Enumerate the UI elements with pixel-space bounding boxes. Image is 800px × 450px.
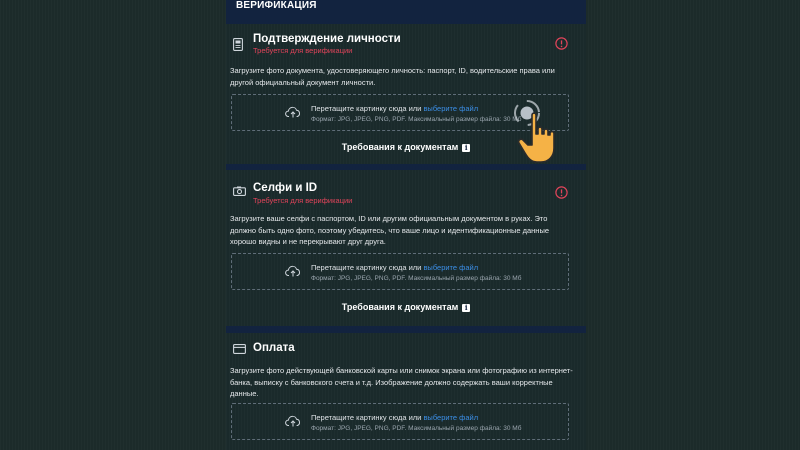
payment-title: Оплата (253, 342, 295, 354)
selfie-title: Селфи и ID (253, 182, 318, 194)
selfie-status: Требуется для верификации (253, 196, 353, 205)
choose-file-link[interactable]: выберите файл (423, 413, 479, 422)
choose-file-link[interactable]: выберите файл (423, 104, 479, 113)
dropzone-text (311, 263, 478, 272)
identity-title: Подтверждение личности (253, 33, 401, 45)
payment-description: Загрузите фото действующей банковской карты или снимок экрана или фотографию из интернет-банка, выписку с банковского счета и т.д. Изображение должно содержать ваши корректные данные. (230, 366, 573, 398)
exclamation-circle-icon (555, 37, 568, 50)
dropzone-text (311, 104, 478, 113)
identity-description: Загрузите фото документа, удостоверяющего личность: паспорт, ID, водительские права или другой официальный документ личности. (230, 66, 555, 87)
payment-dropzone[interactable] (231, 403, 569, 440)
requirements-link[interactable]: Требования к документам (341, 302, 459, 312)
payment-card (226, 333, 586, 450)
verification-header (226, 0, 586, 17)
requirements-link[interactable]: Требования к документам (341, 142, 459, 152)
dropzone-text (311, 413, 478, 422)
dropzone-hint: Формат: JPG, JPEG, PNG, PDF. Максимальный размер файла: 30 Мб (311, 425, 522, 432)
hand-pointer-icon (510, 96, 566, 166)
dropzone-label: Перетащите картинку сюда или (311, 413, 422, 422)
exclamation-circle-icon (555, 186, 568, 199)
cloud-upload-icon (285, 265, 301, 277)
selfie-card (226, 170, 586, 326)
info-icon[interactable]: i (462, 144, 470, 152)
dropzone-hint: Формат: JPG, JPEG, PNG, PDF. Максимальный размер файла: 30 Мб (311, 116, 522, 123)
identity-status: Требуется для верификации (253, 46, 353, 55)
cloud-upload-icon (285, 106, 301, 118)
selfie-description: Загрузите ваше селфи с паспортом, ID или другим официальным документом в руках. Это должно быть одно фото, поэтому убедитесь, что ваше лицо и идентификационные данные хорошо видны и не перекрывают друг друга. (230, 214, 550, 246)
credit-card-icon (233, 344, 246, 354)
page-title: ВЕРИФИКАЦИЯ (236, 0, 317, 11)
info-icon[interactable]: i (462, 304, 470, 312)
dropzone-label: Перетащите картинку сюда или (311, 263, 422, 272)
cloud-upload-icon (285, 415, 301, 427)
dropzone-label: Перетащите картинку сюда или (311, 104, 422, 113)
choose-file-link[interactable]: выберите файл (423, 263, 479, 272)
dropzone-hint: Формат: JPG, JPEG, PNG, PDF. Максимальный размер файла: 30 Мб (311, 275, 522, 282)
camera-icon (233, 186, 246, 196)
selfie-dropzone[interactable] (231, 253, 569, 290)
verification-column (226, 0, 586, 450)
requirements-row[interactable] (226, 302, 586, 312)
id-card-icon (233, 38, 243, 51)
